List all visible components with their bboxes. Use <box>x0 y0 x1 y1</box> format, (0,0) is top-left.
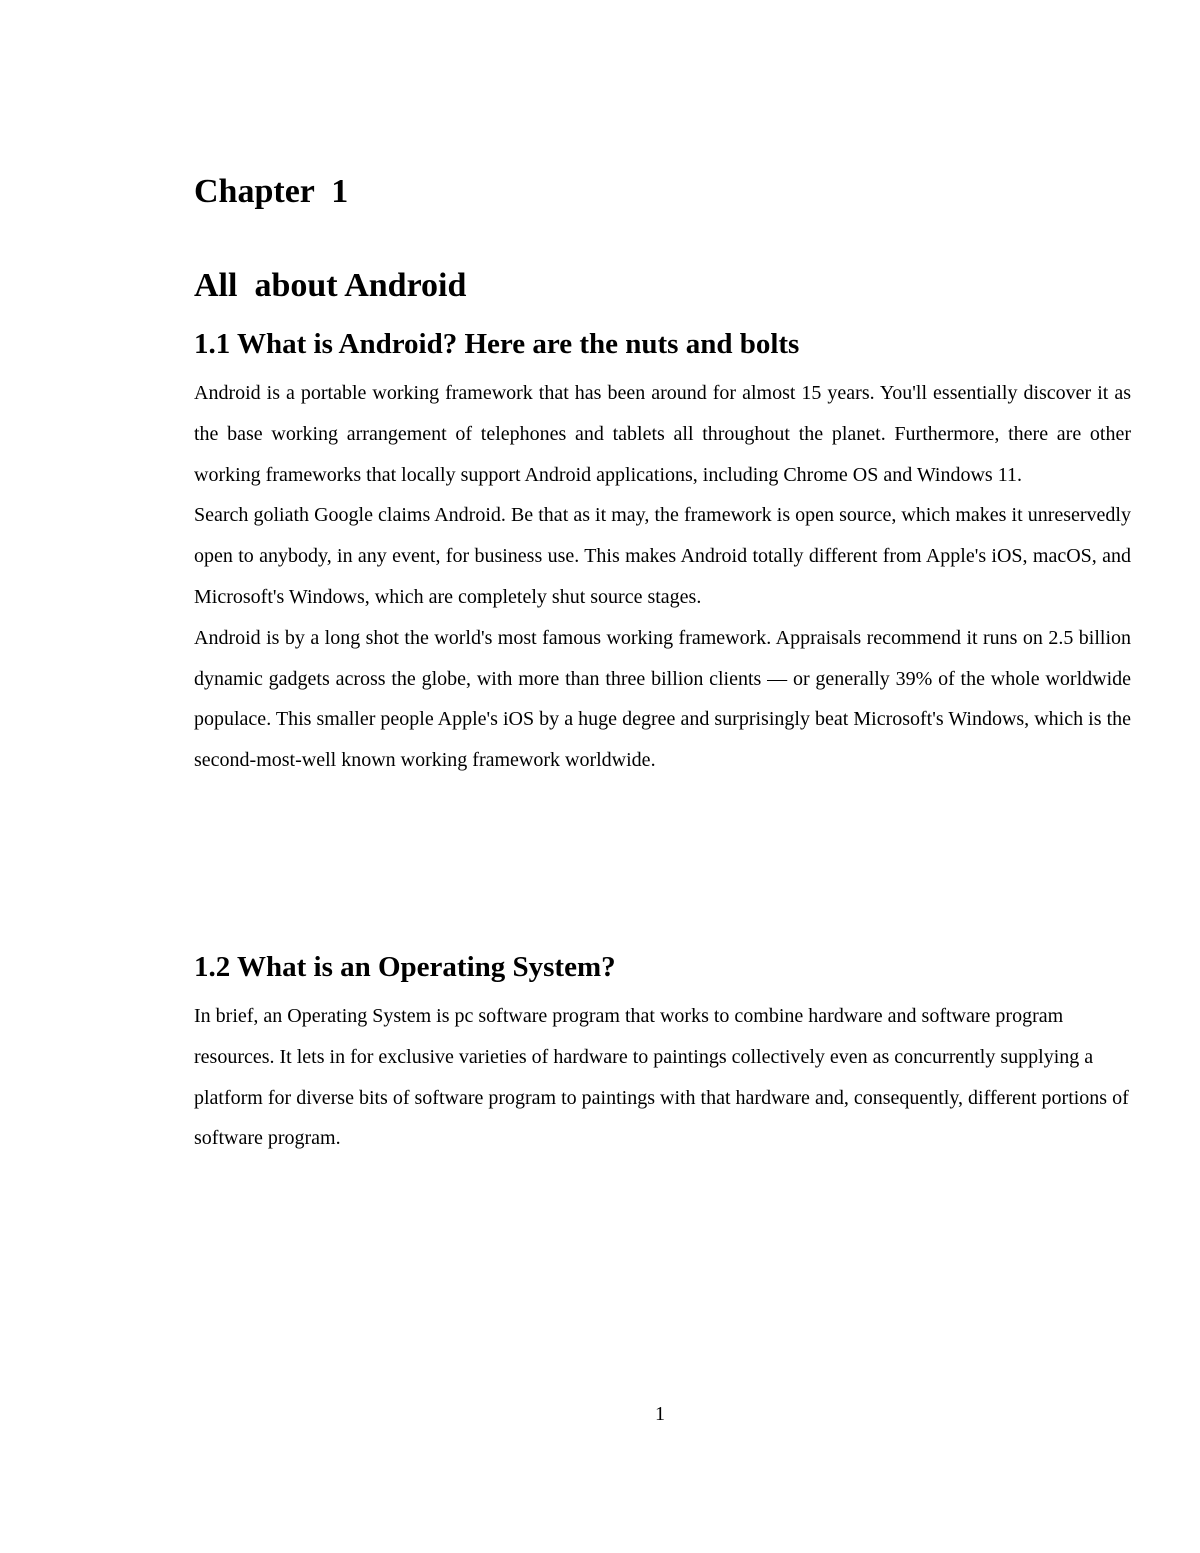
paragraph: In brief, an Operating System is pc software program that works to combine hardware and software program resources. It lets in for exclusive varieties of hardware to paintings collectively even as concurrently supplying a platform for diverse bits of software program to paintings with that hardware and, consequently, different portions of software program. <box>194 1005 1129 1150</box>
chapter-title: All about Android <box>194 267 467 304</box>
section-body-1-1 <box>194 373 1131 781</box>
paragraph: Android is a portable working framework that has been around for almost 15 years. You'll essentially discover it as the base working arrangement of telephones and tablets all throughout the planet. Furthermore, there are other working frameworks that locally support Android applications, including Chrome OS and Windows 11. <box>194 382 1131 486</box>
section-heading-1-1: 1.1 What is Android? Here are the nuts and bolts <box>194 328 800 360</box>
page-number: 1 <box>655 1403 665 1425</box>
section-heading-1-2: 1.2 What is an Operating System? <box>194 951 616 983</box>
paragraph: Search goliath Google claims Android. Be that as it may, the framework is open source, which makes it unreservedly open to anybody, in any event, for business use. This makes Android totally different from Apple's iOS, macOS, and Microsoft's Windows, which are completely shut source stages. <box>194 504 1131 608</box>
section-body-1-2 <box>194 996 1131 1159</box>
paragraph: Android is by a long shot the world's most famous working framework. Appraisals recommend it runs on 2.5 billion dynamic gadgets across the globe, with more than three billion clients — or generally 39% of the whole worldwide populace. This smaller people Apple's iOS by a huge degree and surprisingly beat Microsoft's Windows, which is the second-most-well known working framework worldwide. <box>194 626 1131 772</box>
chapter-label: Chapter 1 <box>194 173 349 210</box>
